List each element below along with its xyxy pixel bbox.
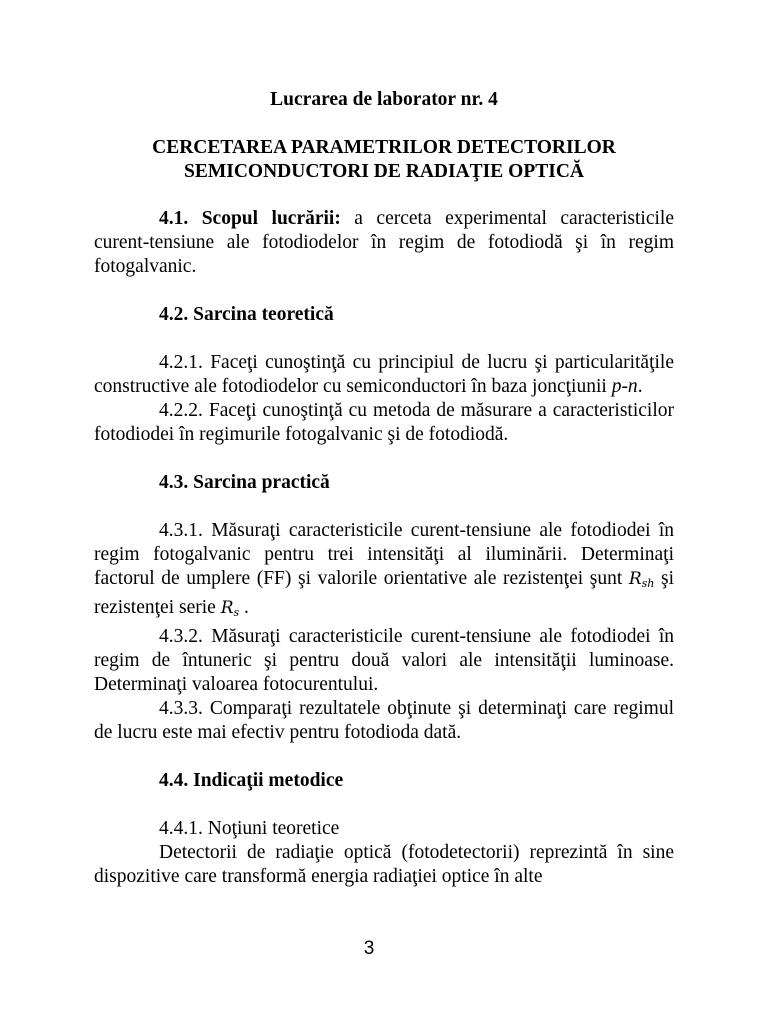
subsection-4-4-1-heading: 4.4.1. Noţiuni teoretice [159, 818, 340, 839]
main-title-line-2: SEMICONDUCTORI DE RADIAŢIE OPTICĂ [184, 161, 584, 182]
main-title [0, 136, 768, 184]
paragraph-4-3-1 [94, 519, 674, 625]
series-resistance-symbol: $R_s$ [220, 598, 240, 619]
section-4-4-heading: 4.4. Indicaţii metodice [159, 770, 344, 791]
paragraph-4-3-3: 4.3.3. Comparaţi rezultatele obţinute şi determinaţi care regimul de lucru este mai efectiv pentru fotodioda dată. [94, 698, 674, 743]
section-4-3-heading: 4.3. Sarcina practică [159, 472, 330, 493]
page-number: 3 [363, 938, 375, 959]
paragraph-4-3-1-end: . [239, 597, 249, 618]
pn-junction-term: p-n [611, 376, 638, 397]
section-4-1-paragraph [94, 207, 674, 279]
paragraph-4-2-2: 4.2.2. Faceţi cunoştinţă cu metoda de măsurare a caracteristicilor fotodiodei în regimurile fotogalvanic şi de fotodiodă. [94, 400, 674, 445]
section-4-2-heading: 4.2. Sarcina teoretică [159, 304, 334, 325]
lab-title: Lucrarea de laborator nr. 4 [270, 89, 498, 110]
shunt-resistance-symbol: $R_{sh}$ [628, 569, 655, 590]
paragraph-4-2-1 [94, 351, 674, 399]
document-body [94, 207, 674, 889]
paragraph-4-3-1-text: 4.3.1. Măsuraţi caracteristicile curent-tensiune ale fotodiodei în regim fotogalvanic pentru trei intensităţi al iluminării. Determinaţi factorul de umplere (FF) şi valorile orientative ale rezistenţei şunt [94, 520, 674, 589]
paragraph-4-4-1: Detectorii de radiaţie optică (fotodetectorii) reprezintă în sine dispozitive care transformă energia radiaţiei optice în alte [94, 842, 674, 887]
paragraph-4-3-1-middle: şi rezistenţei serie [94, 568, 674, 618]
section-4-1-text: a cerceta experimental caracteristicile curent-tensiune ale fotodiodelor în regim de fotodiodă şi în regim fotogalvanic. [94, 208, 674, 277]
section-4-1-label: 4.1. Scopul lucrării: [159, 208, 341, 229]
paragraph-4-2-1-end: . [637, 376, 643, 397]
main-title-line-1: CERCETAREA PARAMETRILOR DETECTORILOR [152, 137, 616, 158]
paragraph-4-3-2: 4.3.2. Măsuraţi caracteristicile curent-tensiune ale fotodiodei în regim de întuneric şi pentru două valori ale intensităţii luminoase. Determinaţi valoarea fotocurentului. [94, 626, 674, 695]
paragraph-4-2-1-text: 4.2.1. Faceţi cunoştinţă cu principiul de lucru şi particularităţile constructive ale fotodiodelor cu semiconductori în baza joncţiunii [94, 352, 674, 397]
